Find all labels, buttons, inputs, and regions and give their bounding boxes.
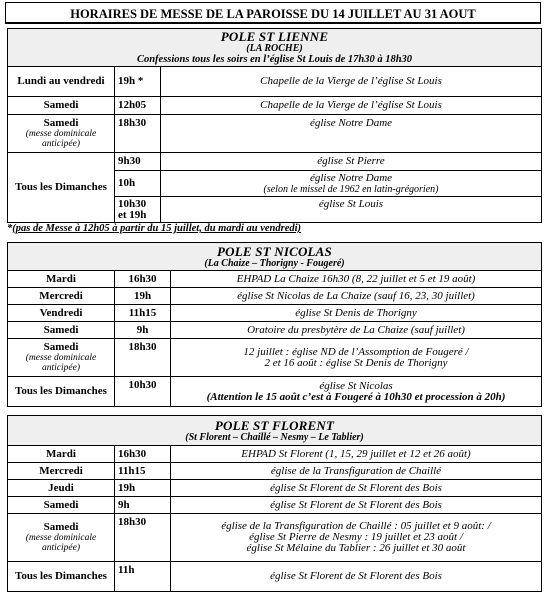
table-row [8,377,542,407]
table-row [8,305,542,322]
table-row [8,288,542,305]
time-cell: 9h30 [115,153,161,171]
table-row [8,562,542,592]
place-cell: église St Florent de St Florent des Bois [171,562,542,592]
day-sublabel: (messe dominicale anticipée) [25,129,97,149]
footnote-star: * [7,223,13,234]
day-cell [8,115,115,153]
pole-header [8,416,542,446]
place-cell: église St Pierre [161,153,542,171]
day-cell: Samedi [8,97,115,115]
table-row [8,514,542,562]
footnote [7,223,541,237]
time-cell: 19h * [115,67,161,97]
pole-header-cell [8,416,542,446]
time-cell: 11h15 [115,463,171,480]
footnote-text: (pas de Messe à 12h05 à partir du 15 juillet, du mardi au vendredi) [12,223,302,234]
day-cell: Tous les Dimanches [8,377,115,407]
pole-subtitle: (St Florent – Chaillé – Nesmy – Le Tablier) [185,432,364,443]
place-cell [171,377,542,407]
time-cell: 19h [115,480,171,497]
time-cell: 12h05 [115,97,161,115]
pole-st-lienne-table [7,28,542,223]
place-line: église St Mélaine du Tablier : 26 juillet et 30 août [246,542,466,554]
day-cell: Jeudi [8,480,115,497]
day-sublabel: (messe dominicale anticipée) [25,353,97,373]
pole-title: POLE ST LIENNE [220,29,329,44]
place-line: église St Pierre de Nesmy : 19 juillet et 23 août / [249,531,463,543]
day-cell: Mercredi [8,463,115,480]
day-cell: Tous les Dimanches [8,153,115,223]
place-cell: EHPAD St Florent (1, 15, 29 juillet et 12 et 26 août) [171,446,542,463]
place-cell: Oratoire du presbytère de La Chaize (sauf juillet) [171,322,542,339]
day-cell: Mercredi [8,288,115,305]
table-row [8,339,542,377]
pole-subtitle: (La Chaize – Thorigny - Fougeré) [204,258,345,269]
place-cell: église St Nicolas de La Chaize (sauf 16, 23, 30 juillet) [171,288,542,305]
table-row [8,271,542,288]
page-title: HORAIRES DE MESSE DE LA PAROISSE DU 14 JUILLET AU 31 AOUT [5,2,541,24]
day-cell: Lundi au vendredi [8,67,115,97]
time-cell: 18h30 [115,115,161,153]
time-cell: 9h [115,322,171,339]
table-row [8,153,542,171]
day-cell: Samedi [8,322,115,339]
pole-subtitle: (LA ROCHE) [246,43,303,54]
day-sublabel: (messe dominicale anticipée) [25,533,97,553]
table-row [8,97,542,115]
pole-header-cell [8,243,542,271]
pole-title: POLE ST NICOLAS [217,244,332,259]
place-cell: Chapelle de la Vierge de l’église St Louis [161,97,542,115]
place-line: église Notre Dame [309,171,393,184]
place-cell: église Notre Dame [161,115,542,153]
place-cell: église de la Transfiguration de Chaillé [171,463,542,480]
day-label: Samedi [43,341,79,353]
day-cell: Tous les Dimanches [8,562,115,592]
time-cell: 10h30 et 19h [115,197,161,223]
day-cell: Vendredi [8,305,115,322]
place-line: 12 juillet : église ND de l’Assomption de Fougeré / [243,345,469,358]
time-cell: 16h30 [115,271,171,288]
place-cell [171,339,542,377]
table-row [8,463,542,480]
pole-title: POLE ST FLORENT [214,418,335,433]
schedule-page [5,2,541,592]
day-label: Samedi [43,117,79,129]
table-row [8,446,542,463]
time-cell: 16h30 [115,446,171,463]
time-cell: 9h [115,497,171,514]
pole-st-florent-table [7,415,542,592]
place-line: église de la Transfiguration de Chaillé : 05 juillet et 9 août: / [221,520,491,532]
time-cell: 10h30 [115,377,171,407]
table-row [8,480,542,497]
time-cell: 18h30 [115,514,171,562]
pole-header [8,243,542,271]
time-cell: 19h [115,288,171,305]
pole-st-nicolas-table [7,242,542,407]
place-cell: église St Florent de St Florent des Bois [171,480,542,497]
table-row [8,497,542,514]
day-cell [8,339,115,377]
place-cell: église St Denis de Thorigny [171,305,542,322]
place-cell: église St Florent de St Florent des Bois [171,497,542,514]
day-cell [8,514,115,562]
place-cell: Chapelle de la Vierge de l’église St Louis [161,67,542,97]
day-label: Samedi [43,521,79,533]
table-row [8,115,542,153]
day-cell: Samedi [8,497,115,514]
place-line: église St Nicolas [319,379,393,392]
table-row [8,67,542,97]
place-cell [161,171,542,197]
time-cell: 11h15 [115,305,171,322]
pole-note: Confessions tous les soirs en l’église St Louis de 17h30 à 18h30 [136,54,413,65]
place-cell [171,514,542,562]
place-note: (selon le missel de 1962 en latin-grégorien) [263,183,439,195]
place-cell: église St Louis [161,197,542,223]
place-line: 2 et 16 août : église St Denis de Thorigny [264,356,448,369]
day-cell: Mardi [8,271,115,288]
place-cell: EHPAD La Chaize 16h30 (8, 22 juillet et 5 et 19 août) [171,271,542,288]
place-warning: (Attention le 15 août c’est à Fougeré à 10h30 et procession à 20h) [206,390,506,403]
time-cell: 11h [115,562,171,592]
pole-header-cell [8,29,542,67]
time-cell: 18h30 [115,339,171,377]
day-cell: Mardi [8,446,115,463]
table-row [8,322,542,339]
time-cell: 10h [115,171,161,197]
pole-header [8,29,542,67]
